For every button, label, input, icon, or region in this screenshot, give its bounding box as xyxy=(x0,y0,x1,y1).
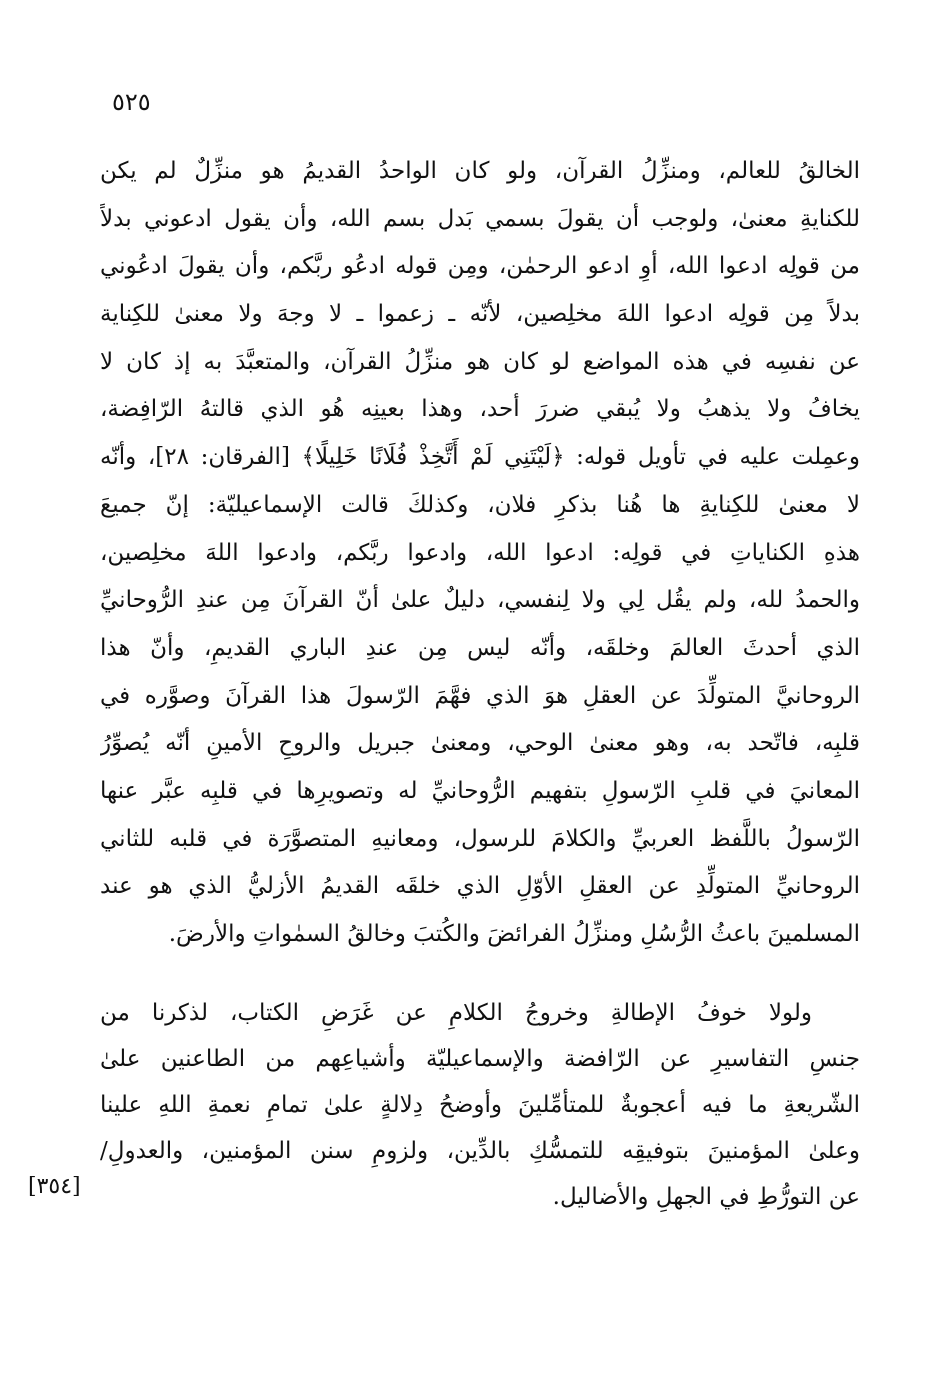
text-line: قلبِه، فاتّحد به، وهو معنىٰ الوحي، ومعنىٰ جبريل والروحِ الأمينِ أنّه يُصوِّرُ xyxy=(100,730,860,757)
text-line: وعمِلت عليه في تأويل قوله: ﴿لَيْتَنِي لَمْ أَتَّخِذْ فُلَانًا خَلِيلًا﴾ [الفرقان: ٢٨]، وأنّه xyxy=(100,444,860,471)
text-line: والحمدُ لله، ولم يقُل لِي ولا لِنفسي، دليلٌ علىٰ أنّ القرآنَ مِن عندِ الرُّوحانيِّ xyxy=(100,587,860,614)
text-line: من قولِه ادعوا الله، أوِ ادعو الرحمٰن، ومِن قوله ادعُو ربَّكم، وأن يقولَ ادعُوني xyxy=(100,253,860,280)
margin-reference: [٣٥٤] xyxy=(28,1174,81,1199)
text-line: يخافُ ولا يذهبُ ولا يُبقي ضررَ أحد، وهذا بعينِه هُو الذي قالتهُ الرّافِضة، xyxy=(100,396,860,423)
paragraph-1 xyxy=(100,148,860,959)
text-line: بدلاً مِن قولِه ادعوا اللهَ مخلِصين، لأنّه ـ زعموا ـ لا وجهَ ولا معنىٰ للكِناية xyxy=(100,301,860,328)
page-number: ٥٢٥ xyxy=(112,88,151,116)
text-line: وعلىٰ المؤمنينَ بتوفيقِه للتمسُّكِ بالدِّين، ولزومِ سنن المؤمنين، والعدولِ/ xyxy=(100,1138,860,1164)
text-line: جنسِ التفاسيرِ عن الرّافضة والإسماعيليّة وأشياعِهم من الطاعنين علىٰ xyxy=(100,1046,860,1072)
text-line: الذي أحدثَ العالمَ وخلقَه، وأنّه ليس مِن عندِ الباري القديمِ، وأنّ هذا xyxy=(100,634,860,661)
text-line: الرّسولُ باللَّفظ العربيِّ والكلامَ للرسول، ومعانيهِ المتصوَّرَة في قلبه للثاني xyxy=(100,825,860,852)
text-line: الروحانيِّ المتولِّدِ عن العقلِ الأوّلِ الذي خلقَه القديمُ الأزليُّ الذي هو عند xyxy=(100,873,860,900)
text-line: لا معنىٰ للكِنايةِ ها هُنا بذكرِ فلان، وكذلكَ قالت الإسماعيليّة: إنّ جميعَ xyxy=(100,491,860,518)
text-line: الخالقُ للعالم، ومنزِّلُ القرآن، ولو كان الواحدُ القديمُ هو منزِّلٌ لم يكن xyxy=(100,158,860,184)
text-line: للكنايةِ معنىٰ، ولوجب أن يقولَ بسمي بَدل بسم الله، وأن يقول ادعوني بدلاً xyxy=(100,205,860,232)
text-line: الشّريعةِ ما فيه أعجوبةٌ للمتأمِّلينَ وأوضحُ دِلالةٍ علىٰ تمامِ نعمةِ اللهِ علينا xyxy=(100,1092,860,1118)
text-line: عن نفسِه في هذه المواضع لو كان هو منزِّلُ القرآن، والمتعبَّدَ به إذ كان لا xyxy=(100,348,860,375)
text-line: المسلمينَ باعثُ الرُّسُلِ ومنزِّلُ الفرائضَ والكُتبَ وخالقُ السمٰواتِ والأرضَ. xyxy=(168,921,860,947)
text-line: المعانيَ في قلبِ الرّسولِ بتفهيم الرُّوحانيِّ له وتصويرِها في قلبِه عبَّر عنها xyxy=(100,777,860,804)
text-line: عن التورُّطِ في الجهلِ والأضاليل. xyxy=(552,1184,860,1210)
text-line: هذهِ الكناياتِ في قولِه: ادعوا الله، وادعوا ربَّكم، وادعوا اللهَ مخلِصين، xyxy=(100,539,860,566)
text-line: ولولا خوفُ الإطالةِ وخروجُ الكلامِ عن غَرَضِ الكتاب، لذكرنا من xyxy=(100,1000,812,1026)
paragraph-2 xyxy=(100,990,860,1220)
text-line: الروحانيَّ المتولِّدَ عن العقلِ هوَ الذي فهَّمَ الرّسولَ هذا القرآنَ وصوَّره في xyxy=(100,682,860,709)
